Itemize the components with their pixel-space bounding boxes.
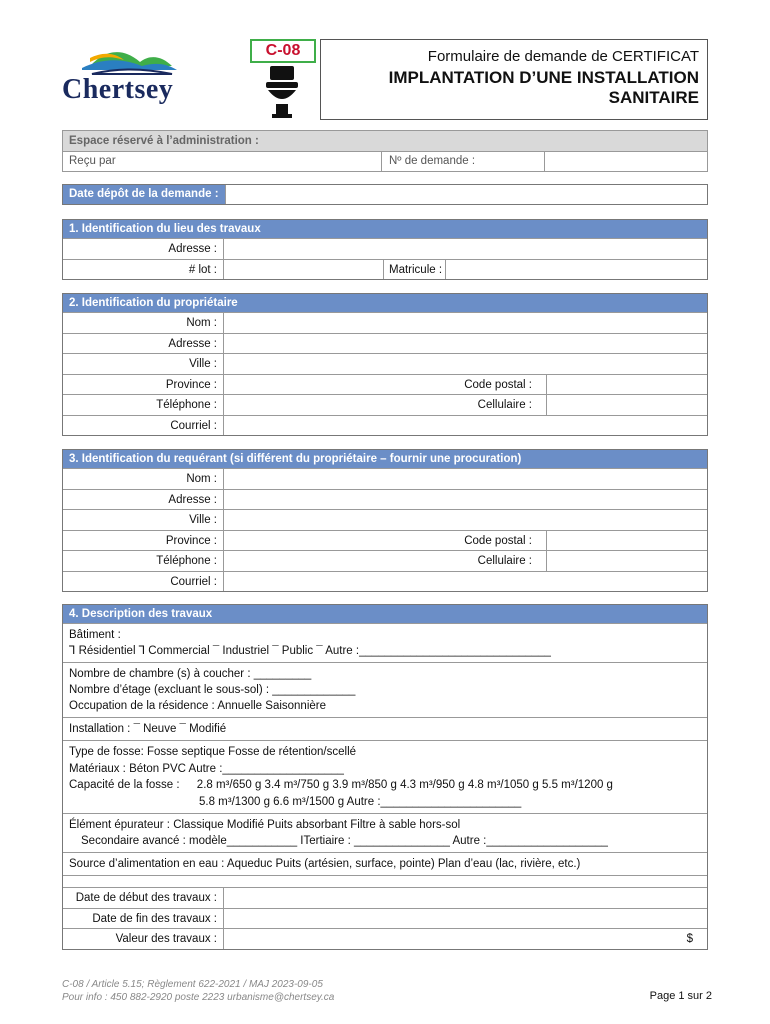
- source-block: [63, 852, 707, 875]
- capacite-label: Capacité de la fosse :: [69, 779, 180, 791]
- title-box: [320, 39, 708, 120]
- section-2-heading: 2. Identification du propriétaire: [63, 294, 707, 312]
- no-demande-label: Nº de demande :: [389, 155, 476, 167]
- s3-courriel-row[interactable]: Courriel :: [63, 571, 707, 592]
- element-block: [63, 813, 707, 852]
- form-title: Formulaire de demande de CERTIFICAT: [427, 48, 699, 65]
- section-lieu-travaux: [62, 219, 708, 280]
- type-fosse-options[interactable]: Type de fosse: Fosse septique Fosse de rétention/scellé: [69, 746, 357, 758]
- depot-label: Date dépôt de la demande :: [63, 185, 225, 204]
- batiment-label: Bâtiment :: [69, 629, 121, 641]
- s3-telephone-row[interactable]: Téléphone : Cellulaire :: [63, 550, 707, 571]
- section-description-travaux: [62, 604, 708, 950]
- depot-date-field[interactable]: [225, 185, 707, 204]
- footer-contact: Pour info : 450 882-2920 poste 2223 urbanisme@chertsey.ca: [62, 992, 335, 1003]
- s2-nom-row[interactable]: Nom :: [63, 312, 707, 333]
- capacite-options-1[interactable]: 2.8 m³/650 g 3.4 m³/750 g 3.9 m³/850 g 4.3 m³/950 g 4.8 m³/1050 g 5.5 m³/1200 g: [196, 779, 613, 791]
- s3-adresse-row[interactable]: Adresse :: [63, 489, 707, 510]
- dollar-sign: $: [686, 933, 693, 945]
- capacite-options-2[interactable]: 5.8 m³/1300 g 6.6 m³/1500 g Autre :______________________: [199, 795, 522, 808]
- no-demande-field[interactable]: [546, 154, 706, 169]
- s2-courriel-row[interactable]: Courriel :: [63, 415, 707, 436]
- residence-block: [63, 662, 707, 717]
- section-requerant: [62, 449, 708, 592]
- s1-lot-row[interactable]: # lot : Matricule :: [63, 259, 707, 280]
- secondaire-options[interactable]: Secondaire avancé : modèle___________ ITertiaire : _______________ Autre :___________________: [81, 835, 608, 847]
- section-4-heading: 4. Description des travaux: [63, 605, 707, 623]
- logo-text: Chertsey: [62, 74, 174, 105]
- element-options[interactable]: Élément épurateur : Classique Modifié Puits absorbant Filtre à sable hors-sol: [69, 819, 461, 831]
- occupation-options[interactable]: Occupation de la résidence : Annuelle Saisonnière: [69, 700, 327, 712]
- capacite-row: [69, 777, 701, 794]
- s2-telephone-row[interactable]: Téléphone : Cellulaire :: [63, 394, 707, 415]
- s2-ville-row[interactable]: Ville :: [63, 353, 707, 374]
- s2-adresse-row[interactable]: Adresse :: [63, 333, 707, 354]
- logo-mountains-icon: [62, 44, 187, 78]
- admin-row: [63, 151, 707, 171]
- installation-block: [63, 717, 707, 740]
- section-proprietaire: [62, 293, 708, 436]
- depot-section: [62, 184, 708, 205]
- header: [0, 0, 770, 125]
- form-subtitle: IMPLANTATION D’UNE INSTALLATION SANITAIRE: [388, 68, 699, 107]
- fosse-block: [63, 740, 707, 813]
- batiment-options[interactable]: ꓶ Résidentiel ꓶ Commercial ¯ Industriel ¯ Public ¯ Autre :______________________________: [69, 645, 551, 657]
- s1-adresse-row[interactable]: Adresse :: [63, 238, 707, 259]
- toilet-icon: [262, 64, 302, 119]
- s2-province-row[interactable]: Province : Code postal :: [63, 374, 707, 395]
- valeur-row[interactable]: Valeur des travaux : $: [63, 928, 707, 949]
- recu-par-label: Reçu par: [69, 155, 116, 167]
- source-options[interactable]: Source d’alimentation en eau : Aqueduc Puits (artésien, surface, pointe) Plan d’eau (lac, rivière, etc.): [69, 858, 581, 870]
- date-debut-row[interactable]: Date de début des travaux :: [63, 887, 707, 908]
- section-3-heading: 3. Identification du requérant (si différent du propriétaire – fournir une procuration): [63, 450, 707, 468]
- form-code-badge: C-08: [250, 39, 316, 63]
- installation-options[interactable]: Installation : ¯ Neuve ¯ Modifié: [69, 723, 227, 735]
- chambres-field[interactable]: Nombre de chambre (s) à coucher : _________: [69, 668, 312, 680]
- footer: [62, 978, 334, 1004]
- batiment-block: [63, 623, 707, 662]
- chertsey-logo: [62, 44, 187, 106]
- s3-province-row[interactable]: Province : Code postal :: [63, 530, 707, 551]
- page-number: Page 1 sur 2: [649, 990, 712, 1002]
- footer-reference: C-08 / Article 5.15; Règlement 622-2021 / MAJ 2023-09-05: [62, 979, 323, 990]
- section-1-heading: 1. Identification du lieu des travaux: [63, 220, 707, 238]
- materiaux-options[interactable]: Matériaux : Béton PVC Autre :___________________: [69, 762, 344, 775]
- etages-field[interactable]: Nombre d’étage (excluant le sous-sol) : _____________: [69, 684, 356, 696]
- matricule-label: Matricule :: [389, 263, 443, 276]
- s3-ville-row[interactable]: Ville :: [63, 509, 707, 530]
- date-fin-row[interactable]: Date de fin des travaux :: [63, 908, 707, 929]
- admin-section: [62, 130, 708, 172]
- s3-nom-row[interactable]: Nom :: [63, 468, 707, 489]
- admin-heading: Espace réservé à l’administration :: [63, 131, 707, 151]
